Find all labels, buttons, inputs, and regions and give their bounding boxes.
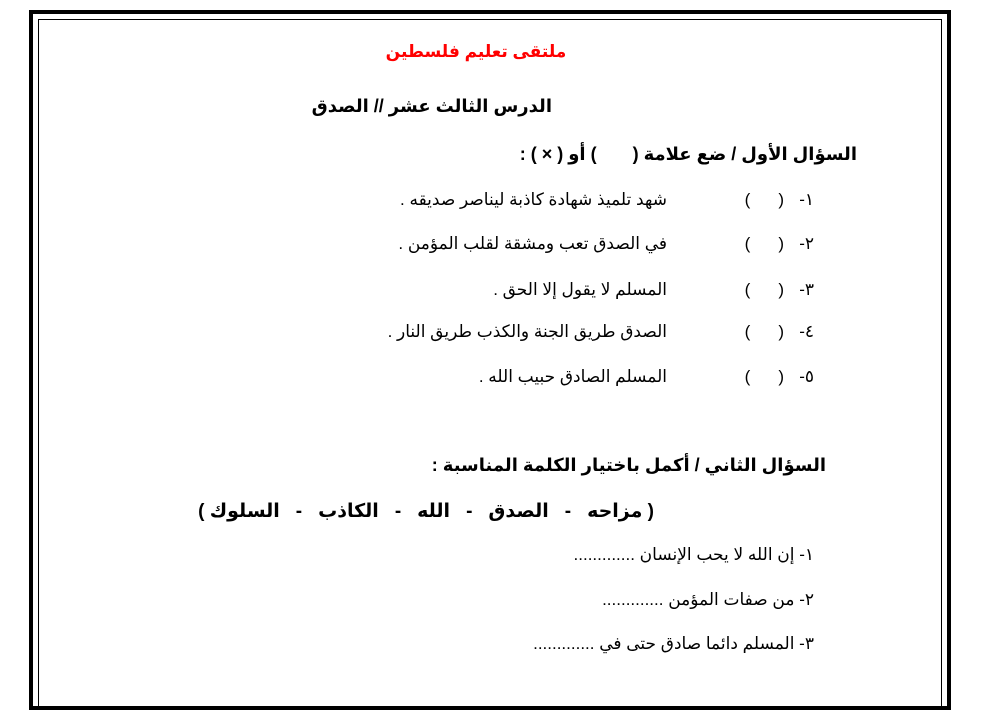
item-number: ٣- xyxy=(799,280,814,299)
lesson-title: الدرس الثالث عشر // الصدق xyxy=(311,96,552,116)
word-bank-word: مزاحه xyxy=(587,501,643,522)
answer-box: ( ) xyxy=(744,367,784,386)
word-bank-word: السلوك xyxy=(209,501,280,522)
question-1-title-start: السؤال الأول / ضع علامة ( xyxy=(632,144,857,164)
statement-text: الصدق طریق الجنة والكذب طریق النار . xyxy=(387,322,667,341)
question-2-title: السؤال الثاني / أكمل باختیار الكلمة المناسبة : xyxy=(431,455,826,475)
true-false-item xyxy=(0,322,952,344)
item-number: ١- xyxy=(799,190,814,209)
word-bank-word: الكاذب xyxy=(318,501,379,522)
true-false-item xyxy=(0,190,952,212)
word-bank-word: الله xyxy=(417,501,451,522)
item-number: ٤- xyxy=(799,322,814,341)
item-number: ٢- xyxy=(799,234,814,253)
answer-box: ( ) xyxy=(744,190,784,209)
question-1-title-end: ) أو ( × ) : xyxy=(519,144,597,164)
statement-text: في الصدق تعب ومشقة لقلب المؤمن . xyxy=(398,234,667,253)
true-false-item xyxy=(0,280,952,302)
true-false-item xyxy=(0,234,952,256)
answer-box: ( ) xyxy=(744,322,784,341)
answer-box: ( ) xyxy=(744,234,784,253)
question-1-title xyxy=(520,144,857,165)
site-title: ملتقى تعليم فلسطين xyxy=(385,42,567,61)
fill-blank-item: ٣- المسلم دائما صادق حتى في ............. xyxy=(533,634,814,653)
answer-box: ( ) xyxy=(744,280,784,299)
word-bank-word: الصدق xyxy=(488,501,549,522)
fill-blank-item: ١- إن الله لا یحب الإنسان ............. xyxy=(573,545,814,564)
true-false-item xyxy=(0,367,952,389)
item-number: ٥- xyxy=(799,367,814,386)
statement-text: المسلم لا یقول إلا الحق . xyxy=(493,280,667,299)
statement-text: المسلم الصادق حبیب الله . xyxy=(478,367,667,386)
word-bank: ( مزاحه-الصدق-الله-الكاذب-السلوك ) xyxy=(198,501,654,522)
statement-text: شهد تلميذ شهادة كاذبة لیناصر صدیقه . xyxy=(400,190,667,209)
fill-blank-item: ٢- من صفات المؤمن ............. xyxy=(602,590,814,609)
